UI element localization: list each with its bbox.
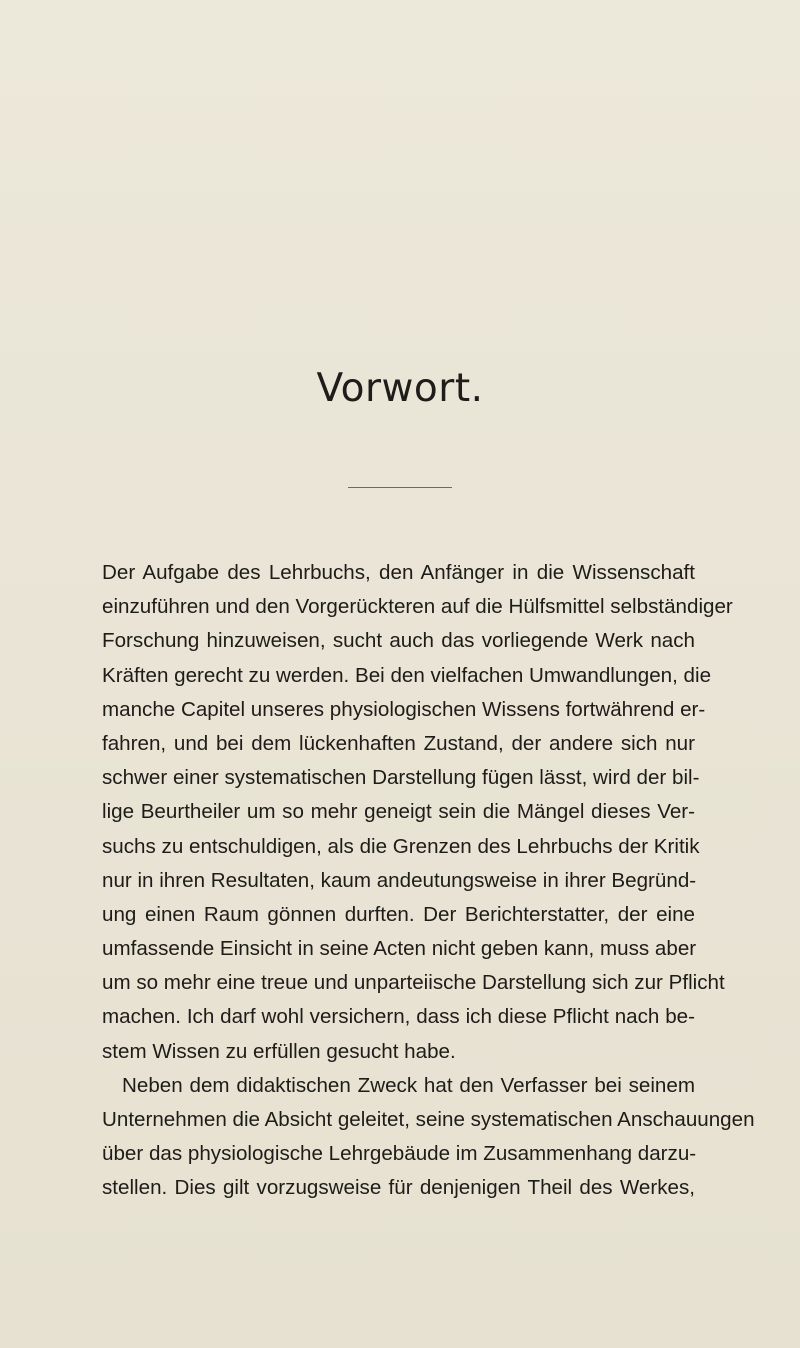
text-line: einzuführen und den Vorgerückteren auf die Hülfsmittel selbständiger (102, 595, 733, 619)
text-line: manche Capitel unseres physiologischen Wissens fortwährend er- (102, 697, 706, 721)
text-line: suchs zu entschuldigen, als die Grenzen des Lehrbuchs der Kritik (102, 834, 700, 858)
text-line: fahren, und bei dem lückenhaften Zustand, der andere sich nur (102, 731, 695, 755)
text-line: stem Wissen zu erfüllen gesucht habe. (102, 1039, 456, 1063)
preface-body (102, 556, 755, 1206)
text-line: Neben dem didaktischen Zweck hat den Verfasser bei seinem (122, 1073, 695, 1097)
text-line: Der Aufgabe des Lehrbuchs, den Anfänger in die Wissenschaft (102, 561, 695, 584)
text-line: machen. Ich darf wohl versichern, dass ich diese Pflicht nach be- (102, 1005, 695, 1029)
text-line: Unternehmen die Absicht geleitet, seine systematischen Anschauungen (102, 1108, 755, 1131)
text-line: ung einen Raum gönnen durften. Der Berichterstatter, der eine (102, 902, 695, 926)
text-line: umfassende Einsicht in seine Acten nicht geben kann, muss aber (102, 937, 697, 961)
text-line: über das physiologische Lehrgebäude im Zusammenhang darzu- (102, 1142, 697, 1166)
text-line: lige Beurtheiler um so mehr geneigt sein die Mängel dieses Ver- (102, 800, 695, 824)
title-divider (348, 487, 452, 488)
text-line: nur in ihren Resultaten, kaum andeutungsweise in ihrer Begründ- (102, 868, 697, 892)
page-title: Vorwort. (316, 366, 484, 411)
text-line: Kräften gerecht zu werden. Bei den vielfachen Umwandlungen, die (102, 663, 712, 687)
text-line: stellen. Dies gilt vorzugsweise für denjenigen Theil des Werkes, (102, 1176, 695, 1200)
text-line: Forschung hinzuweisen, sucht auch das vorliegende Werk nach (102, 629, 695, 653)
text-line: schwer einer systematischen Darstellung fügen lässt, wird der bil- (102, 766, 700, 790)
text-line: um so mehr eine treue und unparteiische Darstellung sich zur Pflicht (102, 971, 725, 995)
